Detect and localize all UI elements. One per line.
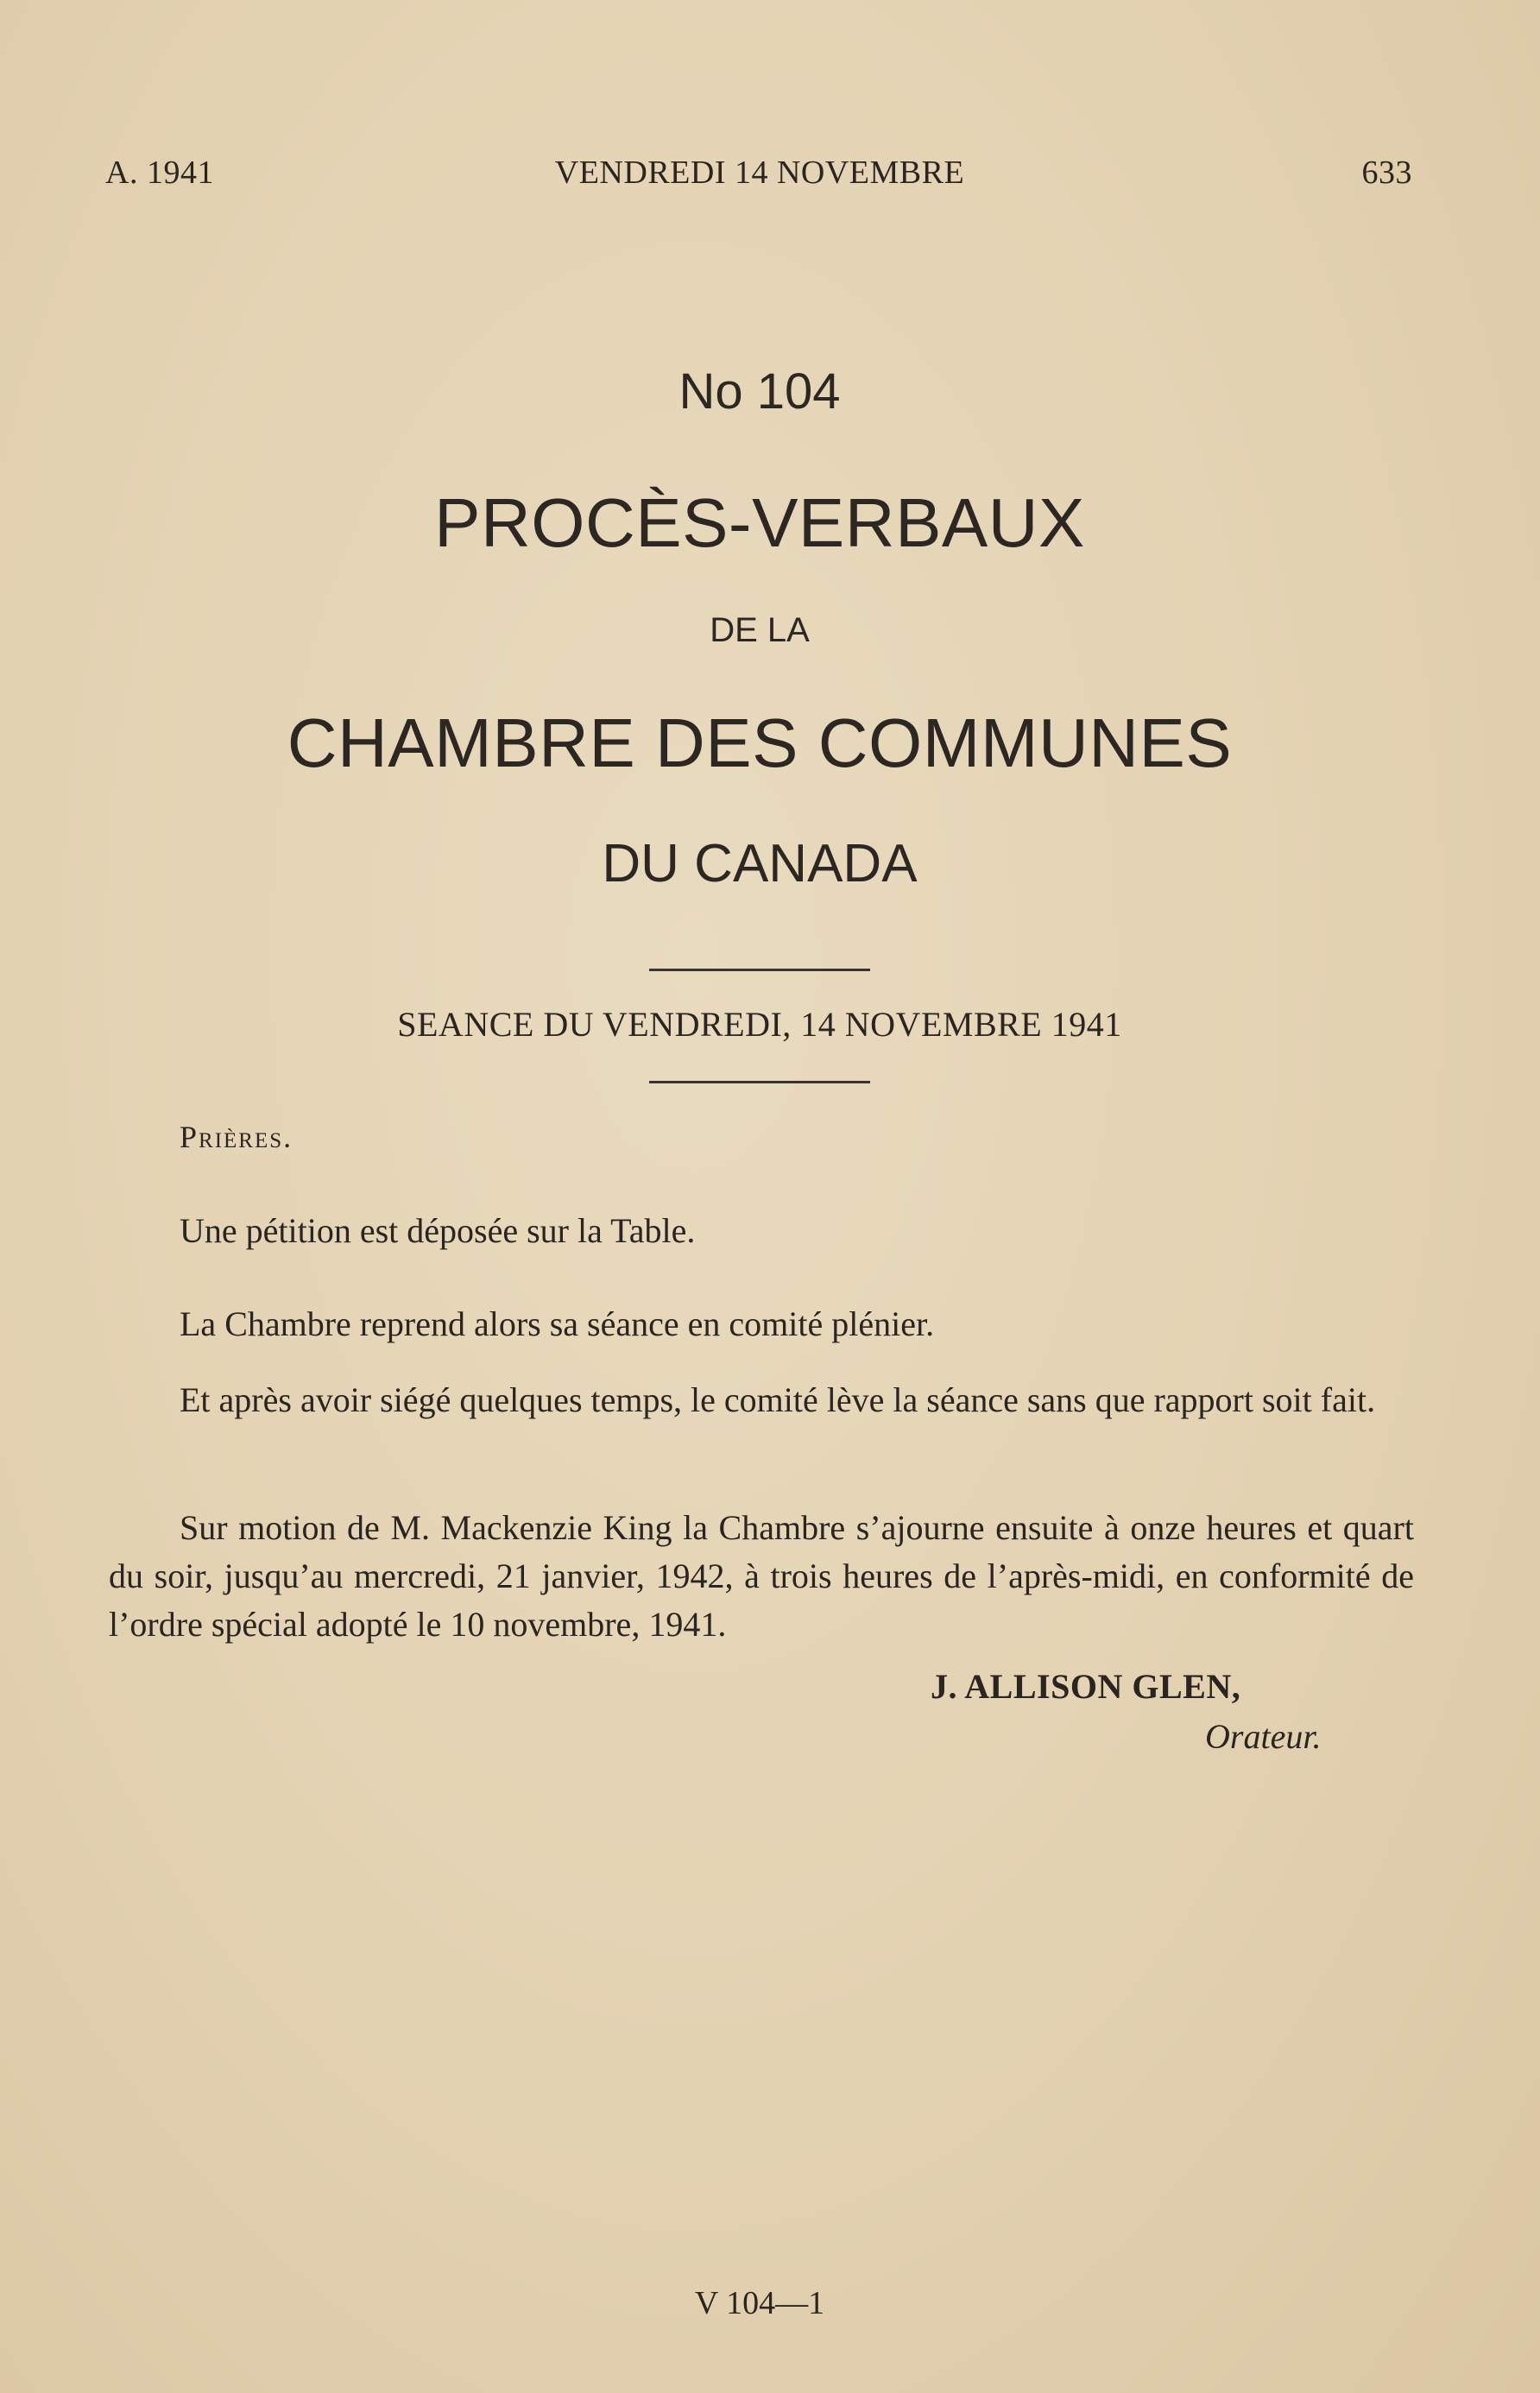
paragraph: Et après avoir siégé quelques temps, le comité lève la séance sans que rapport soit fait. <box>180 1380 1376 1419</box>
header-year: A. 1941 <box>105 155 214 191</box>
signatory-name: J. ALLISON GLEN, <box>931 1667 1241 1706</box>
title-line-4: DU CANADA <box>602 834 918 893</box>
footer-signature-mark: V 104—1 <box>694 2285 825 2321</box>
signatory-role: Orateur. <box>1205 1717 1322 1756</box>
prieres-label: Prières. <box>180 1120 293 1154</box>
header-page-number: 633 <box>1361 155 1412 191</box>
seance-heading: SEANCE DU VENDREDI, 14 NOVEMBRE 1941 <box>397 1005 1122 1044</box>
header-date: VENDREDI 14 NOVEMBRE <box>554 155 965 191</box>
title-line-1: PROCÈS-VERBAUX <box>434 484 1085 561</box>
divider-bottom <box>649 1081 870 1083</box>
journal-number: No 104 <box>678 363 841 420</box>
title-line-3: CHAMBRE DES COMMUNES <box>287 704 1233 781</box>
paragraph: Une pétition est déposée sur la Table. <box>180 1211 696 1250</box>
paragraph: Sur motion de M. Mackenzie King la Chambre s’ajourne ensuite à onze heures et quart du soir, jusqu’au mercredi, 21 janvier, 1942, à trois heures de l’après-midi, en conformité de l’ordre spécial adopté le 10 novembre, 1941. <box>109 1508 1414 1644</box>
paragraph: La Chambre reprend alors sa séance en comité plénier. <box>180 1304 935 1343</box>
title-line-2: DE LA <box>710 611 810 649</box>
divider-top <box>649 969 870 971</box>
